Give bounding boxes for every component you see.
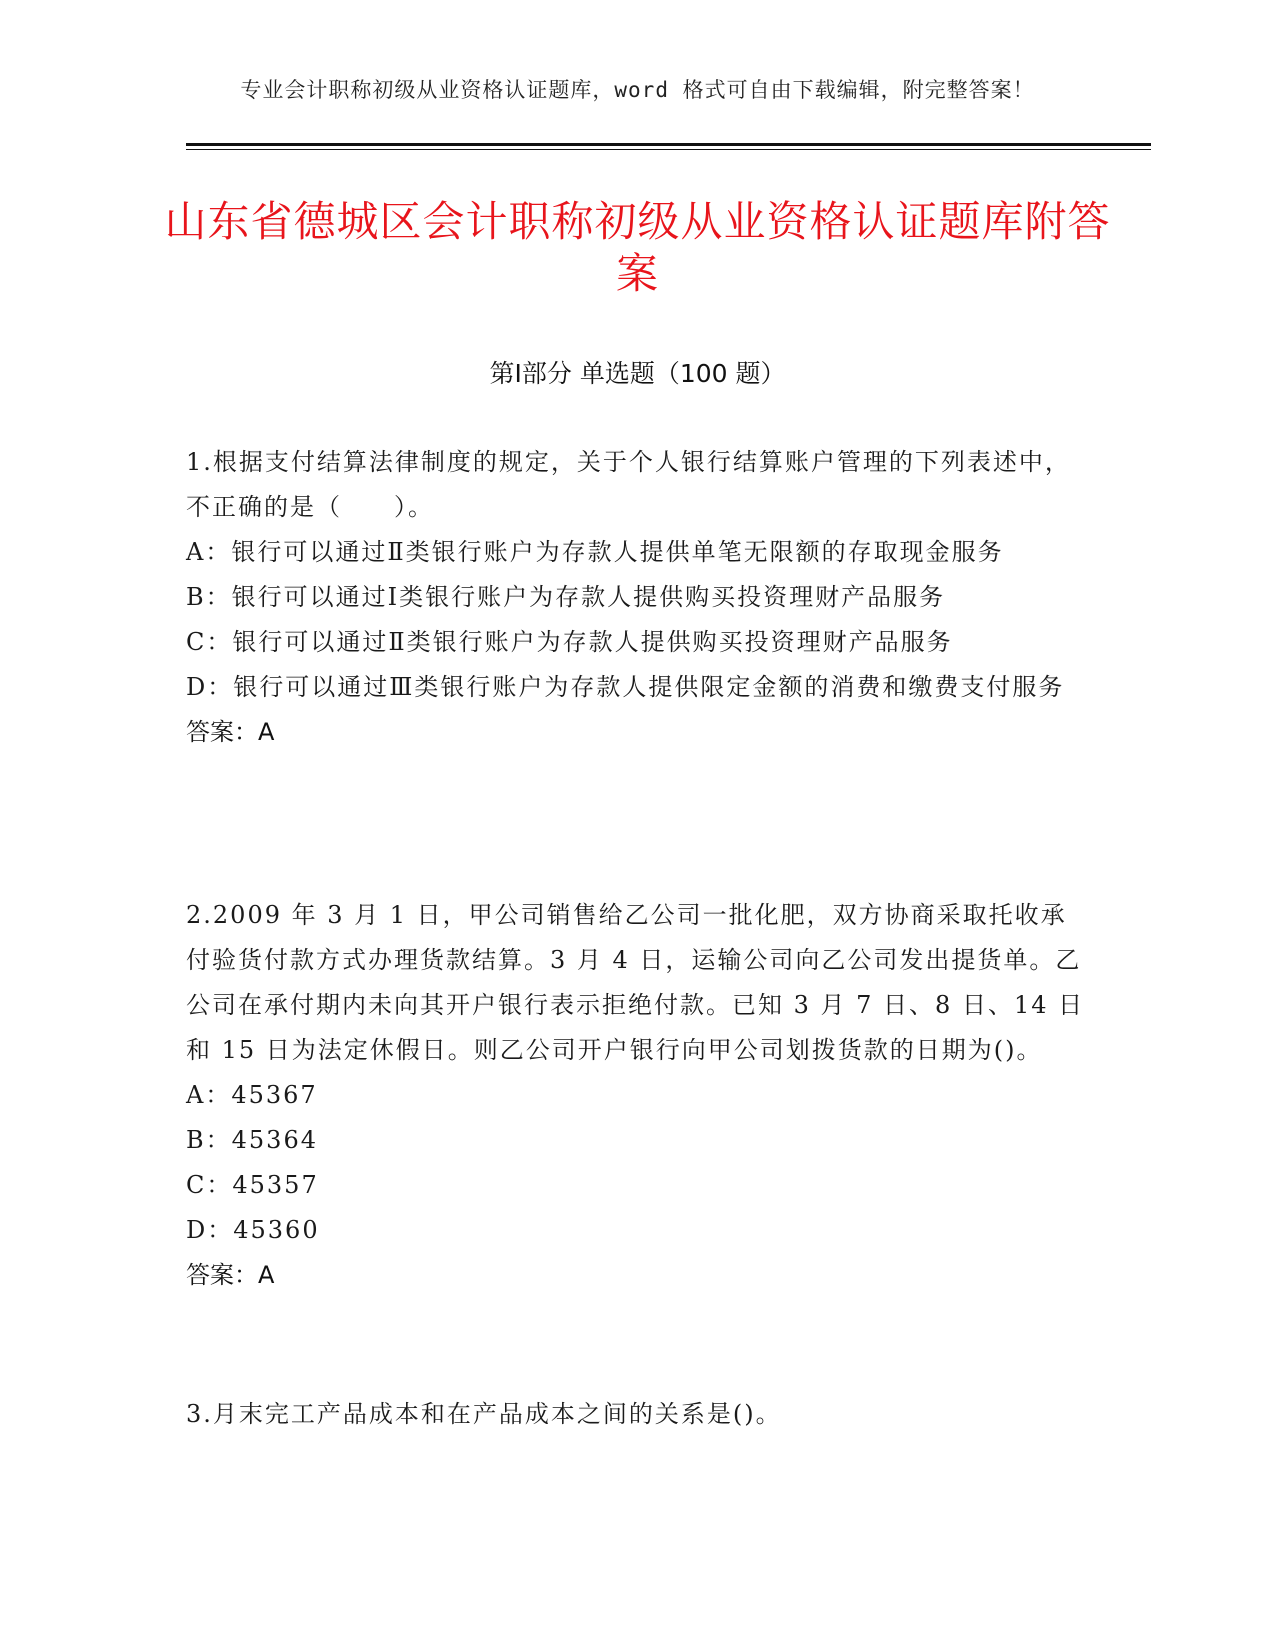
option-c: C：45357 (186, 1171, 319, 1199)
question-stem: 2.2009 年 3 月 1 日，甲公司销售给乙公司一批化肥，双方协商采取托收承付验货付款方式办理货款结算。3 月 4 日，运输公司向乙公司发出提货单。乙公司在承付期内未向其开户银行表示拒绝付款。已知 3 月 7 日、8 日、14 日和 15 日为法定休假日。则乙公司开户银行向甲公司划拨货款的日期为()。 (186, 901, 1085, 1064)
question-2 (186, 893, 1086, 1298)
question-stem: 3.月末完工产品成本和在产品成本之间的关系是()。 (186, 1400, 782, 1428)
header-divider-thick (186, 143, 1151, 146)
question-3 (186, 1392, 1086, 1437)
option-c: C：银行可以通过Ⅱ类银行账户为存款人提供购买投资理财产品服务 (186, 628, 953, 656)
option-d: D：银行可以通过Ⅲ类银行账户为存款人提供限定金额的消费和缴费支付服务 (186, 673, 1065, 701)
option-a: A：银行可以通过Ⅱ类银行账户为存款人提供单笔无限额的存取现金服务 (186, 538, 1004, 566)
option-d: D：45360 (186, 1216, 320, 1244)
answer: 答案：A (186, 718, 275, 746)
header-divider-thin (186, 149, 1151, 150)
option-a: A：45367 (186, 1081, 318, 1109)
header-note: 专业会计职称初级从业资格认证题库，word 格式可自由下载编辑，附完整答案！ (240, 78, 1035, 102)
document-title: 山东省德城区会计职称初级从业资格认证题库附答案 (164, 197, 1111, 298)
question-1 (186, 440, 1086, 755)
option-b: B：45364 (186, 1126, 318, 1154)
question-stem: 1.根据支付结算法律制度的规定，关于个人银行结算账户管理的下列表述中，不正确的是（ ）。 (186, 448, 1071, 521)
answer: 答案：A (186, 1261, 275, 1289)
option-b: B：银行可以通过Ⅰ类银行账户为存款人提供购买投资理财产品服务 (186, 583, 946, 611)
section-heading: 第Ⅰ部分 单选题（100 题） (489, 359, 786, 388)
